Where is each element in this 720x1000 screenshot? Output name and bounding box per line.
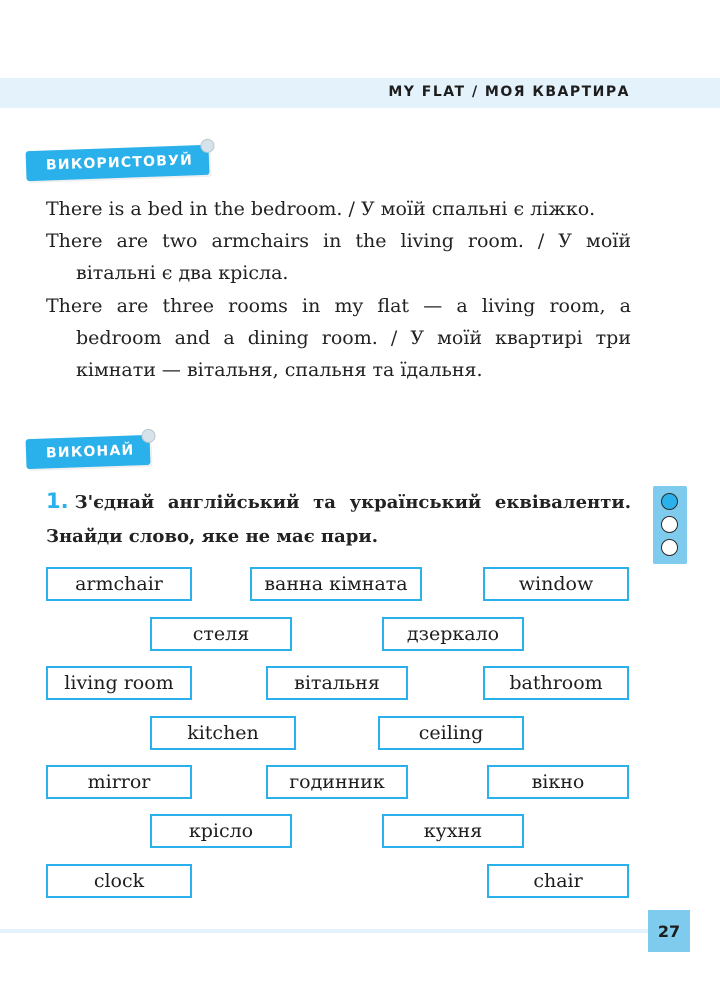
word-card[interactable]: chair xyxy=(487,864,629,898)
task-instruction xyxy=(46,484,631,554)
page-header-title: MY FLAT / МОЯ КВАРТИРА xyxy=(388,84,630,100)
word-card[interactable]: кухня xyxy=(382,814,524,848)
section-badge-use xyxy=(26,145,210,181)
example-sentence-1: There is a bed in the bedroom. / У моїй спальні є ліжко. xyxy=(46,198,596,220)
word-card[interactable]: дзеркало xyxy=(382,617,524,651)
example-sentence-3: There are three rooms in my flat — a living room, a bedroom and a dining room. / У моїй квартирі три кімнати — вітальня, спальня та їдальня. xyxy=(46,295,631,381)
word-card[interactable]: armchair xyxy=(46,567,192,601)
word-card[interactable]: mirror xyxy=(46,765,192,799)
footer-band xyxy=(0,929,648,933)
word-card[interactable]: крісло xyxy=(150,814,292,848)
word-card[interactable]: годинник xyxy=(266,765,408,799)
section-badge-do xyxy=(26,435,151,469)
pin-icon xyxy=(142,429,156,443)
word-card[interactable]: стеля xyxy=(150,617,292,651)
word-card[interactable]: вітальня xyxy=(266,666,408,700)
word-card[interactable]: bathroom xyxy=(483,666,629,700)
difficulty-dot-empty-icon xyxy=(661,539,678,556)
word-card[interactable]: ceiling xyxy=(378,716,524,750)
section-badge-use-label: ВИКОРИСТОВУЙ xyxy=(45,152,194,174)
word-card[interactable]: ванна кімната xyxy=(250,567,422,601)
word-card[interactable]: window xyxy=(483,567,629,601)
task-number: 1. xyxy=(46,489,69,513)
pin-icon xyxy=(200,139,214,153)
difficulty-dot-empty-icon xyxy=(661,516,678,533)
task-text: З'єднай англійський та український еквіваленти. Знайди слово, яке не має пари. xyxy=(46,492,631,547)
word-card[interactable]: вікно xyxy=(487,765,629,799)
word-card[interactable]: clock xyxy=(46,864,192,898)
word-card[interactable]: living room xyxy=(46,666,192,700)
page-number: 27 xyxy=(648,910,690,952)
difficulty-indicator xyxy=(653,486,687,564)
difficulty-dot-filled-icon xyxy=(661,493,678,510)
word-card[interactable]: kitchen xyxy=(150,716,296,750)
example-sentence-2: There are two armchairs in the living room. / У моїй вітальні є два крісла. xyxy=(46,230,631,284)
section-badge-do-label: ВИКОНАЙ xyxy=(45,442,135,462)
